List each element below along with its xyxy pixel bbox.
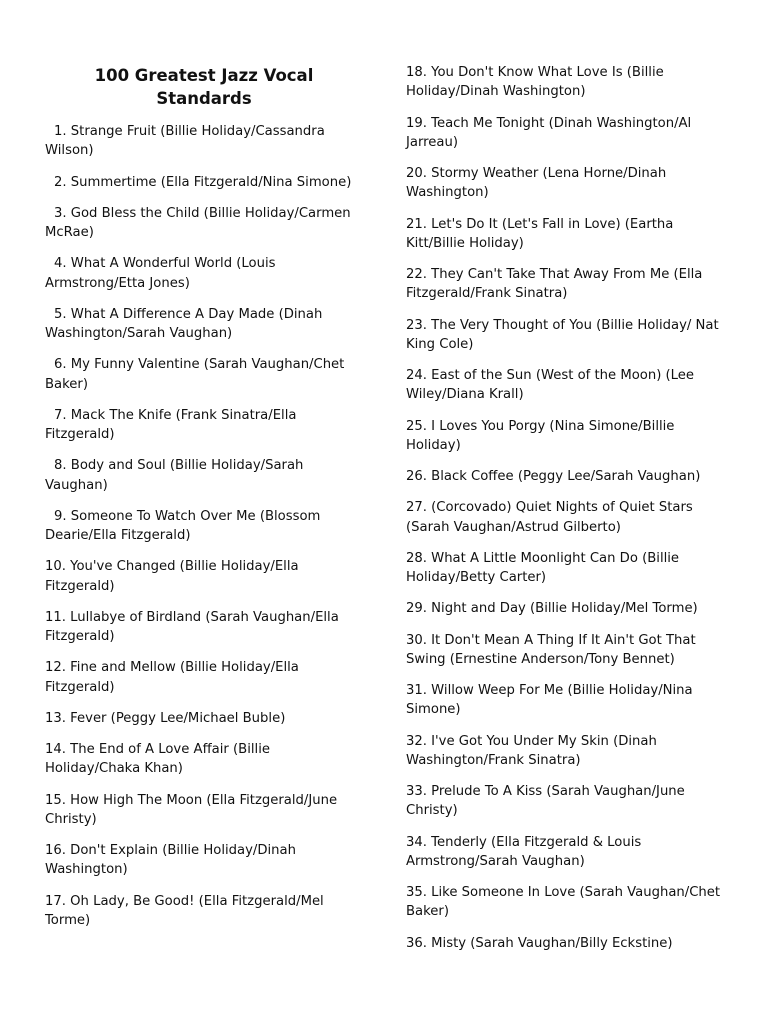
song-item: 17. Oh Lady, Be Good! (Ella Fitzgerald/Mel Torme) (45, 893, 324, 928)
song-item: 30. It Don't Mean A Thing If It Ain't Got That Swing (Ernestine Anderson/Tony Bennet) (406, 632, 696, 667)
song-item: 36. Misty (Sarah Vaughan/Billy Eckstine) (406, 935, 673, 951)
song-item: 7. Mack The Knife (Frank Sinatra/Ella Fitzgerald) (45, 407, 297, 442)
song-item: 34. Tenderly (Ella Fitzgerald & Louis Armstrong/Sarah Vaughan) (406, 834, 642, 869)
song-item: 13. Fever (Peggy Lee/Michael Buble) (45, 710, 286, 726)
song-item: 28. What A Little Moonlight Can Do (Billie Holiday/Betty Carter) (406, 550, 680, 585)
song-item: 21. Let's Do It (Let's Fall in Love) (Eartha Kitt/Billie Holiday) (406, 216, 674, 251)
song-item: 20. Stormy Weather (Lena Horne/Dinah Washington) (406, 166, 667, 201)
song-item: 1. Strange Fruit (Billie Holiday/Cassandra Wilson) (45, 124, 325, 159)
song-item: 14. The End of A Love Affair (Billie Holiday/Chaka Khan) (45, 742, 270, 777)
song-item: 33. Prelude To A Kiss (Sarah Vaughan/June Christy) (406, 784, 685, 819)
song-item: 26. Black Coffee (Peggy Lee/Sarah Vaughan) (406, 469, 701, 484)
song-item: 16. Don't Explain (Billie Holiday/Dinah Washington) (45, 843, 296, 878)
song-item: 3. God Bless the Child (Billie Holiday/Carmen McRae) (45, 205, 351, 240)
song-item: 19. Teach Me Tonight (Dinah Washington/Al Jarreau) (406, 115, 692, 150)
song-list-left (45, 122, 363, 930)
song-item: 6. My Funny Valentine (Sarah Vaughan/Chet Baker) (45, 357, 345, 392)
song-item: 23. The Very Thought of You (Billie Holiday/ Nat King Cole) (406, 317, 719, 352)
song-item: 8. Body and Soul (Billie Holiday/Sarah Vaughan) (45, 458, 304, 493)
song-item: 12. Fine and Mellow (Billie Holiday/Ella Fitzgerald) (45, 660, 299, 695)
song-item: 29. Night and Day (Billie Holiday/Mel Torme) (406, 601, 698, 617)
song-item: 22. They Can't Take That Away From Me (Ella Fitzgerald/Frank Sinatra) (406, 267, 703, 302)
song-item: 9. Someone To Watch Over Me (Blossom Dearie/Ella Fitzgerald) (45, 508, 321, 543)
song-item: 10. You've Changed (Billie Holiday/Ella Fitzgerald) (45, 559, 299, 594)
song-item: 31. Willow Weep For Me (Billie Holiday/Nina Simone) (406, 683, 693, 718)
song-item: 11. Lullabye of Birdland (Sarah Vaughan/Ella Fitzgerald) (45, 609, 339, 644)
left-column (45, 63, 363, 942)
song-item: 18. You Don't Know What Love Is (Billie Holiday/Dinah Washington) (406, 65, 664, 100)
document-title: 100 Greatest Jazz Vocal Standards (94, 66, 314, 108)
song-item: 4. What A Wonderful World (Louis Armstrong/Etta Jones) (45, 256, 276, 291)
song-list-right (406, 63, 724, 953)
song-item: 5. What A Difference A Day Made (Dinah Washington/Sarah Vaughan) (45, 306, 323, 341)
song-item: 15. How High The Moon (Ella Fitzgerald/June Christy) (45, 792, 338, 827)
song-item: 2. Summertime (Ella Fitzgerald/Nina Simone) (54, 174, 352, 190)
song-item: 32. I've Got You Under My Skin (Dinah Washington/Frank Sinatra) (406, 733, 657, 768)
song-item: 25. I Loves You Porgy (Nina Simone/Billie Holiday) (406, 418, 675, 453)
song-item: 24. East of the Sun (West of the Moon) (Lee Wiley/Diana Krall) (406, 368, 695, 403)
right-column (406, 63, 724, 965)
song-item: 35. Like Someone In Love (Sarah Vaughan/Chet Baker) (406, 885, 721, 920)
song-item: 27. (Corcovado) Quiet Nights of Quiet Stars (Sarah Vaughan/Astrud Gilberto) (406, 500, 693, 535)
